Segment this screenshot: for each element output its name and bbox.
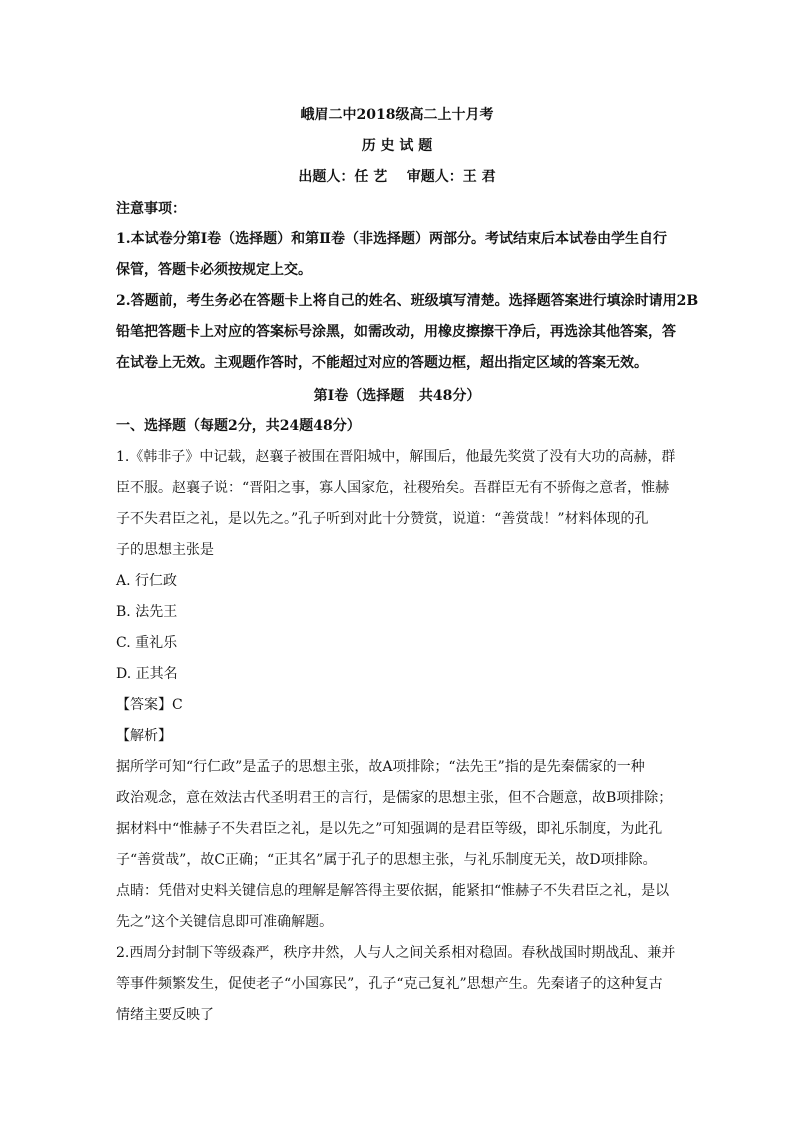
notice-item-2-line: 铅笔把答题卡上对应的答案标号涂黑，如需改动，用橡皮擦擦干净后，再选涂其他答案，答 bbox=[116, 324, 676, 340]
notice-item-2-line: 2.答题前，考生务必在答题卡上将自己的姓名、班级填写清楚。选择题答案进行填涂时请用2B bbox=[116, 293, 699, 309]
question-1-option-d: D. 正其名 bbox=[116, 666, 178, 682]
question-1-option-c: C. 重礼乐 bbox=[116, 635, 178, 651]
question-2-stem-line: 等事件频繁发生，促使老子“小国寡民”，孔子“克己复礼”思想产生。先秦诸子的这种复古 bbox=[116, 976, 663, 992]
question-1-analysis-heading: 【解析】 bbox=[116, 728, 172, 744]
notice-item-1-line: 1.本试卷分第Ⅰ卷（选择题）和第Ⅱ卷（非选择题）两部分。考试结束后本试卷由学生自行 bbox=[116, 231, 667, 247]
question-1-option-a: A. 行仁政 bbox=[116, 573, 178, 589]
notice-item-2-line: 在试卷上无效。主观题作答时，不能超过对应的答题边框，超出指定区域的答案无效。 bbox=[116, 355, 648, 371]
question-1-analysis-line: 点睛：凭借对史料关键信息的理解是解答得主要依据，能紧扣“惟赫子不失君臣之礼，是以 bbox=[116, 883, 670, 899]
section-title: 第Ⅰ卷（选择题 共48分） bbox=[313, 388, 481, 404]
question-1-stem-line: 子的思想主张是 bbox=[116, 542, 214, 558]
question-1-answer: 【答案】C bbox=[116, 697, 183, 713]
section-subtitle: 一、选择题（每题2分，共24题48分） bbox=[116, 418, 361, 434]
question-1-analysis-line: 政治观念，意在效法古代圣明君王的言行，是儒家的思想主张，但不合题意，故B项排除； bbox=[116, 790, 673, 806]
exam-title: 峨眉二中2018级高二上十月考 bbox=[300, 107, 494, 123]
question-1-stem-line: 臣不服。赵襄子说：“晋阳之事，寡人国家危，社稷殆矣。吾群臣无有不骄侮之意者，惟赫 bbox=[116, 480, 670, 496]
question-1-analysis-line: 先之”这个关键信息即可准确解题。 bbox=[116, 914, 334, 930]
authors-line: 出题人：任 艺 审题人：王 君 bbox=[298, 169, 496, 185]
question-1-stem-line: 1.《韩非子》中记载，赵襄子被围在晋阳城中，解围后，他最先奖赏了没有大功的高赫，群 bbox=[116, 449, 676, 465]
question-1-analysis-line: 子“善赏哉”，故C正确；“正其名”属于孔子的思想主张，与礼乐制度无关，故D项排除。 bbox=[116, 852, 657, 868]
question-1-analysis-line: 据材料中“惟赫子不失君臣之礼，是以先之”可知强调的是君臣等级，即礼乐制度，为此孔 bbox=[116, 821, 663, 837]
notice-item-1-line: 保管，答题卡必须按规定上交。 bbox=[116, 262, 312, 278]
question-2-stem-line: 情绪主要反映了 bbox=[116, 1007, 214, 1023]
question-1-analysis-line: 据所学可知“行仁政”是孟子的思想主张，故A项排除；“法先王”指的是先秦儒家的一种 bbox=[116, 759, 645, 775]
notice-heading: 注意事项： bbox=[116, 201, 186, 217]
question-2-stem-line: 2.西周分封制下等级森严，秩序井然，人与人之间关系相对稳固。春秋战国时期战乱、兼并 bbox=[116, 945, 676, 961]
subject-title: 历 史 试 题 bbox=[361, 138, 433, 154]
question-1-stem-line: 子不失君臣之礼，是以先之。”孔子听到对此十分赞赏，说道：“善赏哉！”材料体现的孔 bbox=[116, 511, 649, 527]
question-1-option-b: B. 法先王 bbox=[116, 604, 178, 620]
